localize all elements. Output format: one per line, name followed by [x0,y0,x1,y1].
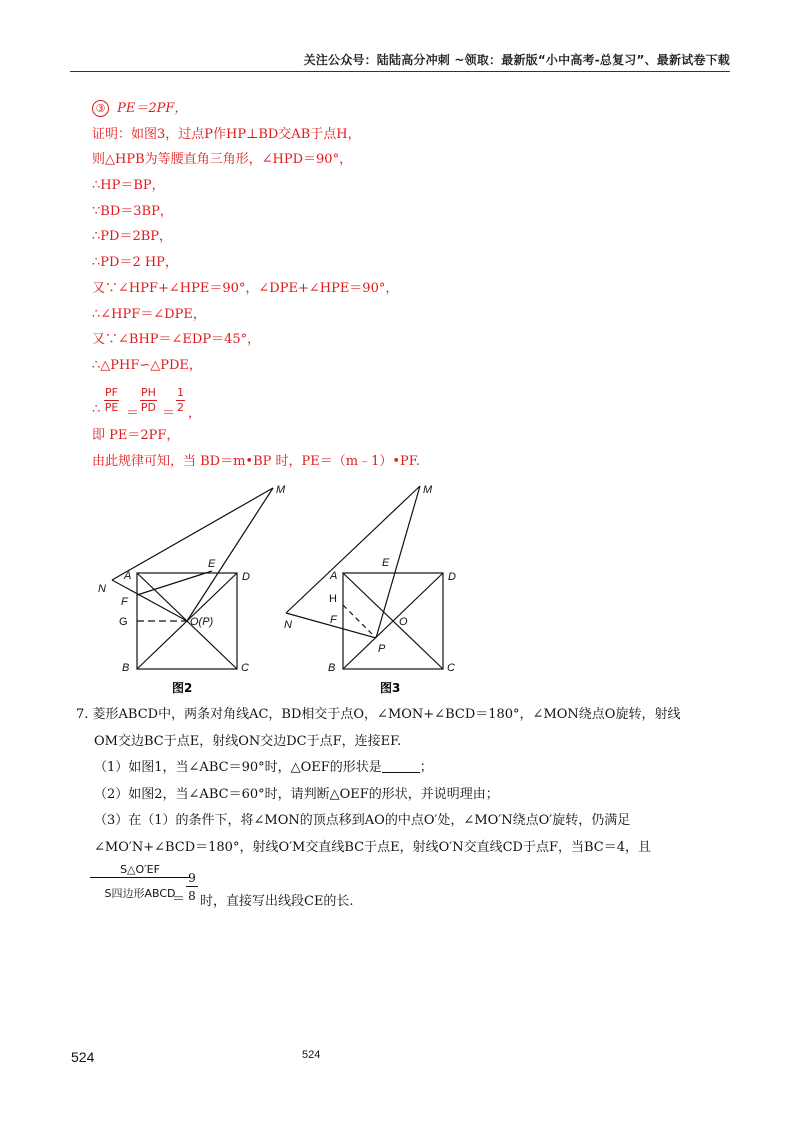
label-c-fig3: C [447,662,455,674]
fraction-pf-pe: $\frac{PF}{PE}$ [104,386,119,414]
label-h-fig3: H [329,593,337,605]
problem-line-5: （3）在（1）的条件下，将∠MON的顶点移到AO的中点O′处，∠MO′N绕点O′旋转，仍满足 [94,813,631,828]
ratio-suffix-text: 时，直接写出线段CE的长. [200,894,354,909]
proof-line-0: ③ PE＝2PF， [92,96,732,122]
ray-om-fig2 [187,488,273,621]
label-d-fig2: D [242,571,250,583]
label-o-fig2: O(P) [190,616,214,628]
problem-line-4: （2）如图2，当∠ABC＝60°时，请判断△OEF的形状，并说明理由； [94,786,499,802]
label-p-fig3: P [378,643,386,655]
line-mn-fig3 [286,486,420,613]
problem-line-0: 7. 菱形ABCD中，两条对角线AC，BD相交于点O，∠MON+∠BCD＝180°，∠MON绕点O旋转，射线 [76,707,681,722]
label-n-fig2: N [98,583,106,595]
label-d-fig3: D [448,571,456,583]
ratio-denominator: 8 [188,889,196,903]
proof-line-2: 则△HPB为等腰直角三角形，∠HPD＝90°， [92,152,353,168]
problem-line-1: OM交边BC于点E，射线ON交边DC于点F，连接EF. [94,733,402,749]
proof-after-line-1: 由此规律可知，当 BD＝m•BP 时，PE＝（m﹣1）•PF. [92,453,420,469]
proof-line-8: ∴∠HPF＝∠DPE， [92,306,206,322]
label-f-fig3: F [330,614,337,626]
proof-block [92,96,732,379]
proof-conclusion [92,423,732,474]
proof-line-4: ∵BD＝3BP， [92,203,173,219]
header-rule [70,71,730,72]
label-b-fig3: B [328,662,336,674]
label-e-fig3: E [382,557,390,569]
problem-7 [76,702,736,861]
answer-blank [382,758,420,773]
area-fraction-denominator: S四边形ABCD [104,887,176,900]
label-f-fig2: F [121,596,128,608]
geometry-figures [90,478,490,698]
label-b-fig2: B [122,662,130,674]
label-g-fig2: G [119,616,128,628]
label-e-fig2: E [208,558,216,570]
ratio-numerator: 9 [186,870,198,887]
area-fraction-numerator: S△O′EF [90,862,190,878]
fraction-one-half: $\frac{1}{2}$ [177,386,184,414]
label-c-fig2: C [241,662,249,674]
page-number-left: 524 [71,1049,95,1065]
label-a-fig3: A [330,570,338,582]
fraction-ph-pd: $\frac{PH}{PD}$ [140,386,156,414]
page-number-center: 524 [302,1049,321,1061]
label-n-fig3: N [284,619,292,631]
label-a-fig2: A [124,570,132,582]
proof-line-10: ∴△PHF∽△PDE， [92,357,202,373]
circled-number: ③ [92,100,109,117]
caption-fig2: 图2 [172,681,193,695]
label-m-fig2: M [276,484,286,496]
proof-line-5: ∴PD＝2BP， [92,229,173,245]
proof-after-line-0: 即 PE＝2PF， [92,428,180,443]
proof-line-9: 又∵∠BHP＝∠EDP＝45°， [92,332,261,348]
figure-3 [286,486,443,669]
line-mn-fig2 [112,488,273,580]
proof-line-3: ∴HP＝BP， [92,178,165,194]
proof-line-6: ∴PD＝2 HP， [92,255,178,271]
problem-line-2: （1）如图1，当∠ABC＝90°时，△OEF的形状是 ； [94,760,433,775]
therefore-symbol: ∴ [92,402,101,417]
proof-line-1: 证明：如图3，过点P作HP⊥BD交AB于点H， [92,126,361,142]
page-header: 关注公众号：陆陆高分冲刺 ~领取：最新版“小中高考-总复习”、最新试卷下载 [303,53,730,67]
caption-fig3: 图3 [380,681,401,695]
label-m-fig3: M [423,484,433,496]
proof-line-7: 又∵∠HPF+∠HPE＝90°，∠DPE+∠HPE＝90°， [92,280,399,296]
label-o-fig3: O [399,616,408,628]
problem-line-6: ∠MO′N+∠BCD＝180°，射线O′M交直线BC于点E，射线O′N交直线CD于点F，当BC＝4，且 [94,839,651,855]
